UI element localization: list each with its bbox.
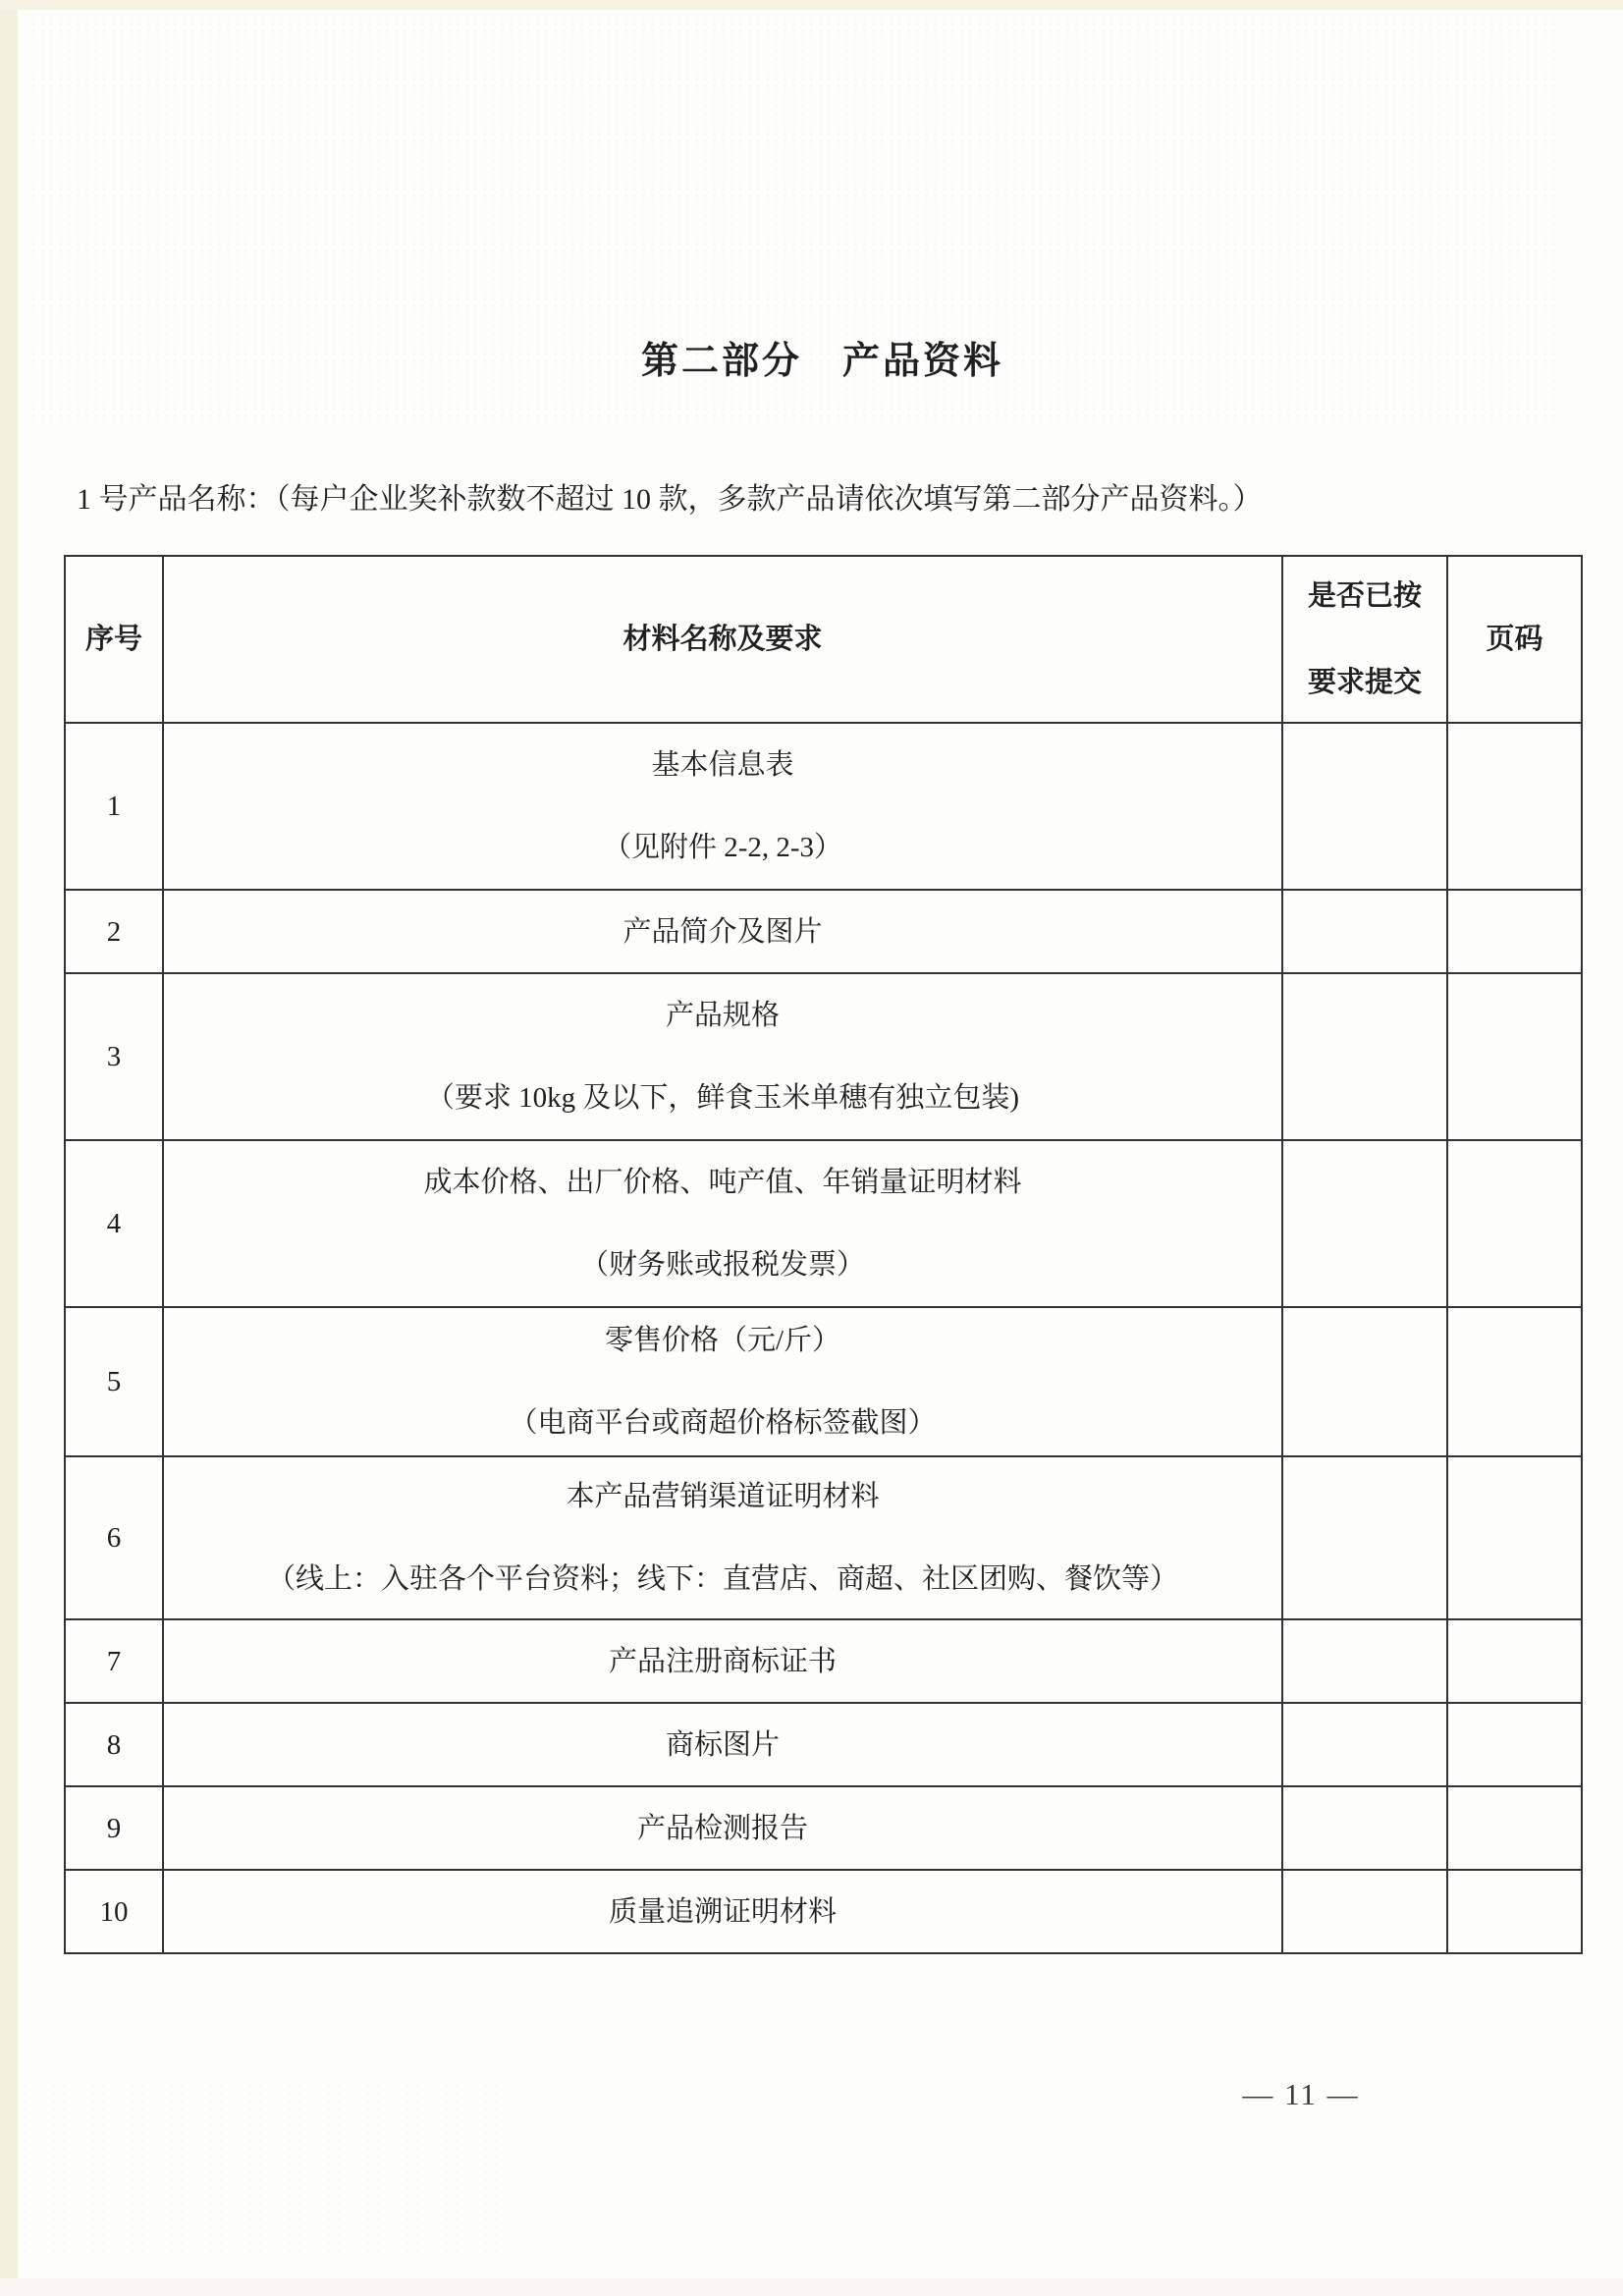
row-number-cell: 4 xyxy=(65,1140,163,1307)
page-number-cell xyxy=(1447,1140,1582,1307)
page-number: — 11 — xyxy=(1242,2077,1360,2111)
material-text-line: 本产品营销渠道证明材料 xyxy=(566,1481,880,1512)
row-number-cell: 3 xyxy=(65,973,163,1140)
row-number-cell: 10 xyxy=(65,1870,163,1953)
page-number-cell xyxy=(1447,1456,1582,1619)
table-row xyxy=(65,1870,1582,1953)
row-number-cell: 6 xyxy=(65,1456,163,1619)
page-number-cell xyxy=(1447,1870,1582,1953)
material-text-line: 产品简介及图片 xyxy=(622,915,823,948)
material-text-line: 基本信息表 xyxy=(651,749,794,781)
header-label: 页码 xyxy=(1486,624,1543,655)
table-row xyxy=(65,1619,1582,1703)
submitted-cell xyxy=(1282,723,1447,890)
submitted-cell xyxy=(1282,890,1447,973)
table-row xyxy=(65,723,1582,890)
materials-checklist-table xyxy=(64,555,1583,1954)
material-text-line: 零售价格（元/斤） xyxy=(604,1325,841,1356)
header-label: 材料名称及要求 xyxy=(622,624,823,655)
material-text-line: （线上：入驻各个平台资料；线下：直营店、商超、社区团购、餐饮等） xyxy=(266,1563,1178,1595)
material-text-line: （见附件 2-2, 2-3） xyxy=(602,832,843,863)
page-number-cell xyxy=(1447,1307,1582,1456)
header-label-line: 要求提交 xyxy=(1307,667,1422,698)
header-sequence-number xyxy=(65,556,163,723)
material-text-line: 产品检测报告 xyxy=(636,1812,808,1844)
material-name-cell xyxy=(163,1870,1282,1953)
scan-edge-left xyxy=(0,0,18,2278)
material-text-line: （要求 10kg 及以下，鲜食玉米单穗有独立包装) xyxy=(425,1082,1020,1114)
material-text-line: 产品规格 xyxy=(665,1000,780,1031)
table-header-row xyxy=(65,556,1582,723)
material-name-cell xyxy=(163,1786,1282,1870)
material-text-line: （电商平台或商超价格标签截图） xyxy=(509,1407,937,1439)
table-row xyxy=(65,1456,1582,1619)
row-number-cell: 7 xyxy=(65,1619,163,1703)
table-row xyxy=(65,890,1582,973)
material-name-cell xyxy=(163,973,1282,1140)
table-row xyxy=(65,1786,1582,1870)
header-label: 序号 xyxy=(84,624,142,655)
submitted-cell xyxy=(1282,1307,1447,1456)
submitted-cell xyxy=(1282,1619,1447,1703)
material-name-cell xyxy=(163,1307,1282,1456)
material-name-cell xyxy=(163,890,1282,973)
table-row xyxy=(65,1703,1582,1786)
material-text-line: （财务账或报税发票） xyxy=(579,1249,865,1281)
table-row xyxy=(65,1307,1582,1456)
row-number-cell: 8 xyxy=(65,1703,163,1786)
material-text-line: 产品注册商标证书 xyxy=(608,1645,837,1677)
material-name-cell xyxy=(163,1456,1282,1619)
material-text-line: 成本价格、出厂价格、吨产值、年销量证明材料 xyxy=(423,1167,1022,1198)
material-name-cell xyxy=(163,1703,1282,1786)
material-text-line: 商标图片 xyxy=(665,1728,780,1761)
scan-edge-bottom xyxy=(0,2278,1623,2296)
header-submitted-as-required xyxy=(1282,556,1447,723)
header-material-name-requirements xyxy=(163,556,1282,723)
submitted-cell xyxy=(1282,1703,1447,1786)
scan-edge-top xyxy=(0,0,1623,10)
scan-noise-bottom-left xyxy=(20,2082,511,2259)
product-name-intro-line: 1 号产品名称：（每户企业奖补款数不超过 10 款，多款产品请依次填写第二部分产品资料。） xyxy=(77,483,1263,516)
row-number-cell: 2 xyxy=(65,890,163,973)
page-number-cell xyxy=(1447,973,1582,1140)
page-number-cell xyxy=(1447,723,1582,890)
submitted-cell xyxy=(1282,1140,1447,1307)
row-number-cell: 1 xyxy=(65,723,163,890)
page-title: 第二部分 产品资料 xyxy=(640,341,1003,383)
materials-table-body xyxy=(65,723,1582,1953)
submitted-cell xyxy=(1282,1786,1447,1870)
submitted-cell xyxy=(1282,1870,1447,1953)
submitted-cell xyxy=(1282,973,1447,1140)
material-name-cell xyxy=(163,723,1282,890)
material-text-line: 质量追溯证明材料 xyxy=(608,1895,837,1928)
header-label-line: 是否已按 xyxy=(1307,580,1422,612)
submitted-cell xyxy=(1282,1456,1447,1619)
row-number-cell: 9 xyxy=(65,1786,163,1870)
page-number-cell xyxy=(1447,1619,1582,1703)
header-page-number xyxy=(1447,556,1582,723)
table-row xyxy=(65,1140,1582,1307)
row-number-cell: 5 xyxy=(65,1307,163,1456)
page-number-cell xyxy=(1447,890,1582,973)
table-row xyxy=(65,973,1582,1140)
material-name-cell xyxy=(163,1140,1282,1307)
page-number-cell xyxy=(1447,1703,1582,1786)
page-number-cell xyxy=(1447,1786,1582,1870)
material-name-cell xyxy=(163,1619,1282,1703)
